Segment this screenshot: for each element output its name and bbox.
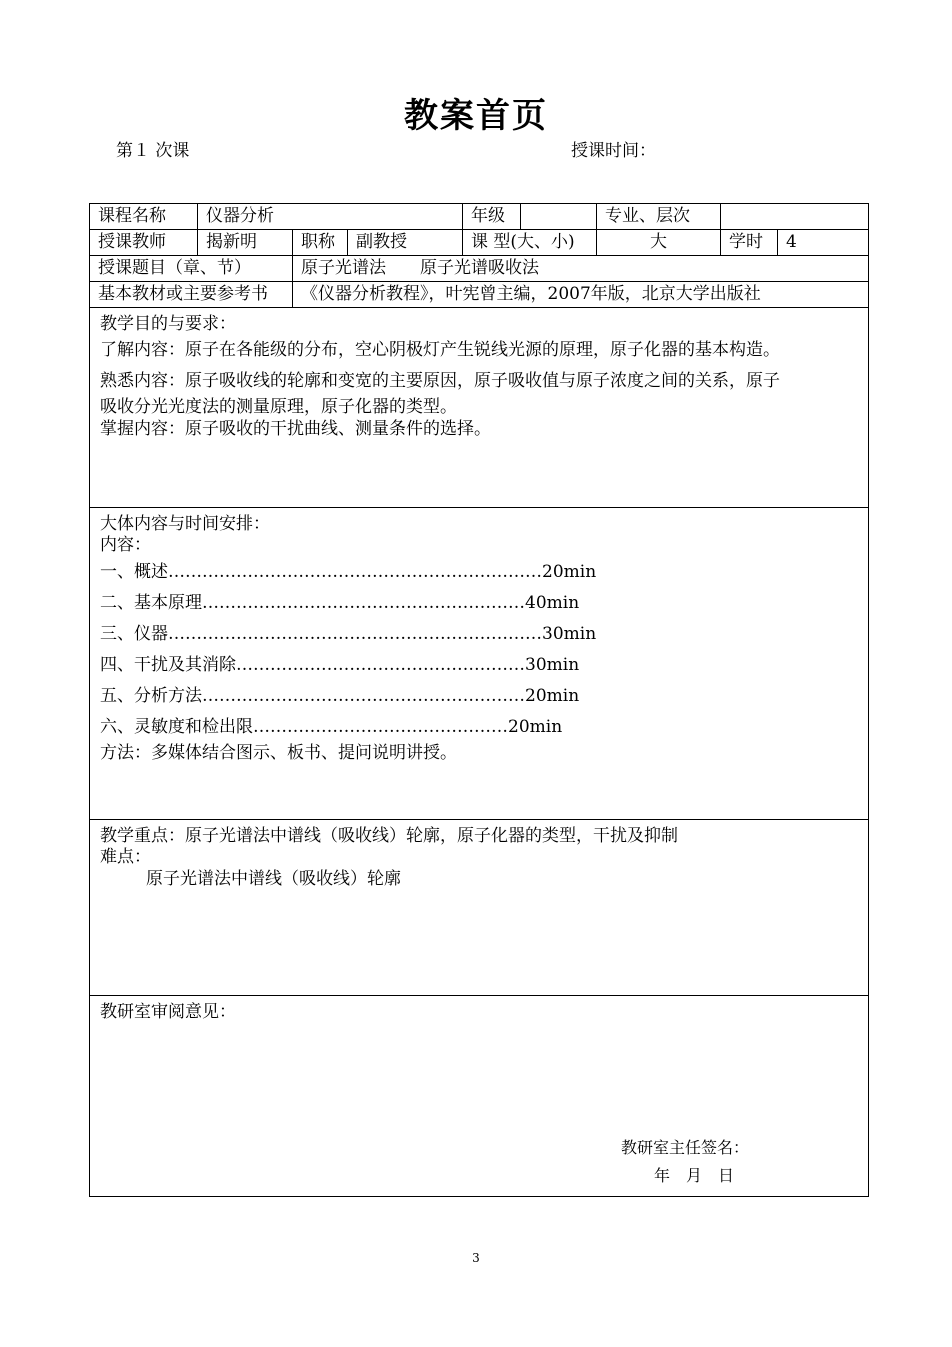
hours-value: 4 bbox=[778, 230, 869, 256]
class-type-value: 大 bbox=[597, 230, 721, 256]
textbook-value: 《仪器分析教程》，叶宪曾主编，2007年版，北京大学出版社 bbox=[293, 282, 869, 308]
course-row bbox=[90, 204, 869, 230]
major-value bbox=[721, 204, 869, 230]
major-label: 专业、层次 bbox=[597, 204, 721, 230]
schedule-item: 一、概述…………………………………………………………20min bbox=[100, 561, 597, 582]
difficulty-value: 原子光谱法中谱线（吸收线）轮廓 bbox=[146, 868, 401, 889]
objectives-familiar: 熟悉内容：原子吸收线的轮廓和变宽的主要原因，原子吸收值与原子浓度之间的关系，原子 bbox=[100, 371, 780, 392]
schedule-content-label: 内容： bbox=[100, 535, 151, 556]
class-type-label: 课 型(大、小) bbox=[463, 230, 597, 256]
schedule-item: 二、基本原理…………………………………………………40min bbox=[100, 592, 580, 613]
lesson-plan-form bbox=[89, 203, 869, 1197]
rank-label: 职称 bbox=[293, 230, 348, 256]
focus-row bbox=[90, 820, 869, 996]
objectives-row bbox=[90, 308, 869, 508]
lesson-number: 第１ 次课 bbox=[116, 141, 190, 161]
director-signature-label: 教研室主任签名： bbox=[621, 1138, 750, 1157]
key-points: 教学重点：原子光谱法中谱线（吸收线）轮廓，原子化器的类型，干扰及抑制 bbox=[100, 826, 678, 846]
teaching-method: 方法：多媒体结合图示、板书、提问说明讲授。 bbox=[100, 742, 457, 763]
schedule-item: 四、干扰及其消除……………………………………………30min bbox=[100, 654, 580, 675]
grade-value bbox=[521, 204, 597, 230]
topic-label: 授课题目（章、节） bbox=[90, 256, 293, 282]
schedule-item: 六、灵敏度和检出限………………………………………20min bbox=[100, 716, 563, 737]
schedule-row bbox=[90, 508, 869, 820]
textbook-label: 基本教材或主要参考书 bbox=[90, 282, 293, 308]
textbook-row bbox=[90, 282, 869, 308]
page-title: 教案首页 bbox=[404, 96, 548, 136]
objectives-heading: 教学目的与要求： bbox=[100, 314, 236, 334]
page-number: 3 bbox=[472, 1251, 480, 1265]
topic-value: 原子光谱法 原子光谱吸收法 bbox=[293, 256, 869, 282]
teacher-label: 授课教师 bbox=[90, 230, 198, 256]
rank-value: 副教授 bbox=[348, 230, 463, 256]
lesson-time-label: 授课时间： bbox=[571, 141, 656, 161]
review-row bbox=[90, 996, 869, 1197]
objectives-master: 掌握内容：原子吸收的干扰曲线、测量条件的选择。 bbox=[100, 418, 491, 439]
teacher-value: 揭新明 bbox=[198, 230, 293, 256]
course-name-value: 仪器分析 bbox=[198, 204, 463, 230]
review-section bbox=[90, 996, 869, 1197]
difficulty-label: 难点： bbox=[100, 847, 151, 868]
grade-label: 年级 bbox=[463, 204, 521, 230]
objectives-section bbox=[90, 308, 869, 508]
course-name-label: 课程名称 bbox=[90, 204, 198, 230]
objectives-understand: 了解内容：原子在各能级的分布，空心阴极灯产生锐线光源的原理，原子化器的基本构造。 bbox=[100, 340, 780, 361]
review-date-label: 年 月 日 bbox=[654, 1166, 735, 1185]
topic-row bbox=[90, 256, 869, 282]
teacher-row bbox=[90, 230, 869, 256]
hours-label: 学时 bbox=[721, 230, 778, 256]
focus-section bbox=[90, 820, 869, 996]
schedule-item: 五、分析方法…………………………………………………20min bbox=[100, 685, 580, 706]
review-heading: 教研室审阅意见： bbox=[100, 1002, 236, 1022]
schedule-section bbox=[90, 508, 869, 820]
objectives-familiar-cont: 吸收分光光度法的测量原理，原子化器的类型。 bbox=[100, 397, 457, 418]
schedule-heading: 大体内容与时间安排： bbox=[100, 514, 270, 534]
schedule-item: 三、仪器…………………………………………………………30min bbox=[100, 623, 597, 644]
